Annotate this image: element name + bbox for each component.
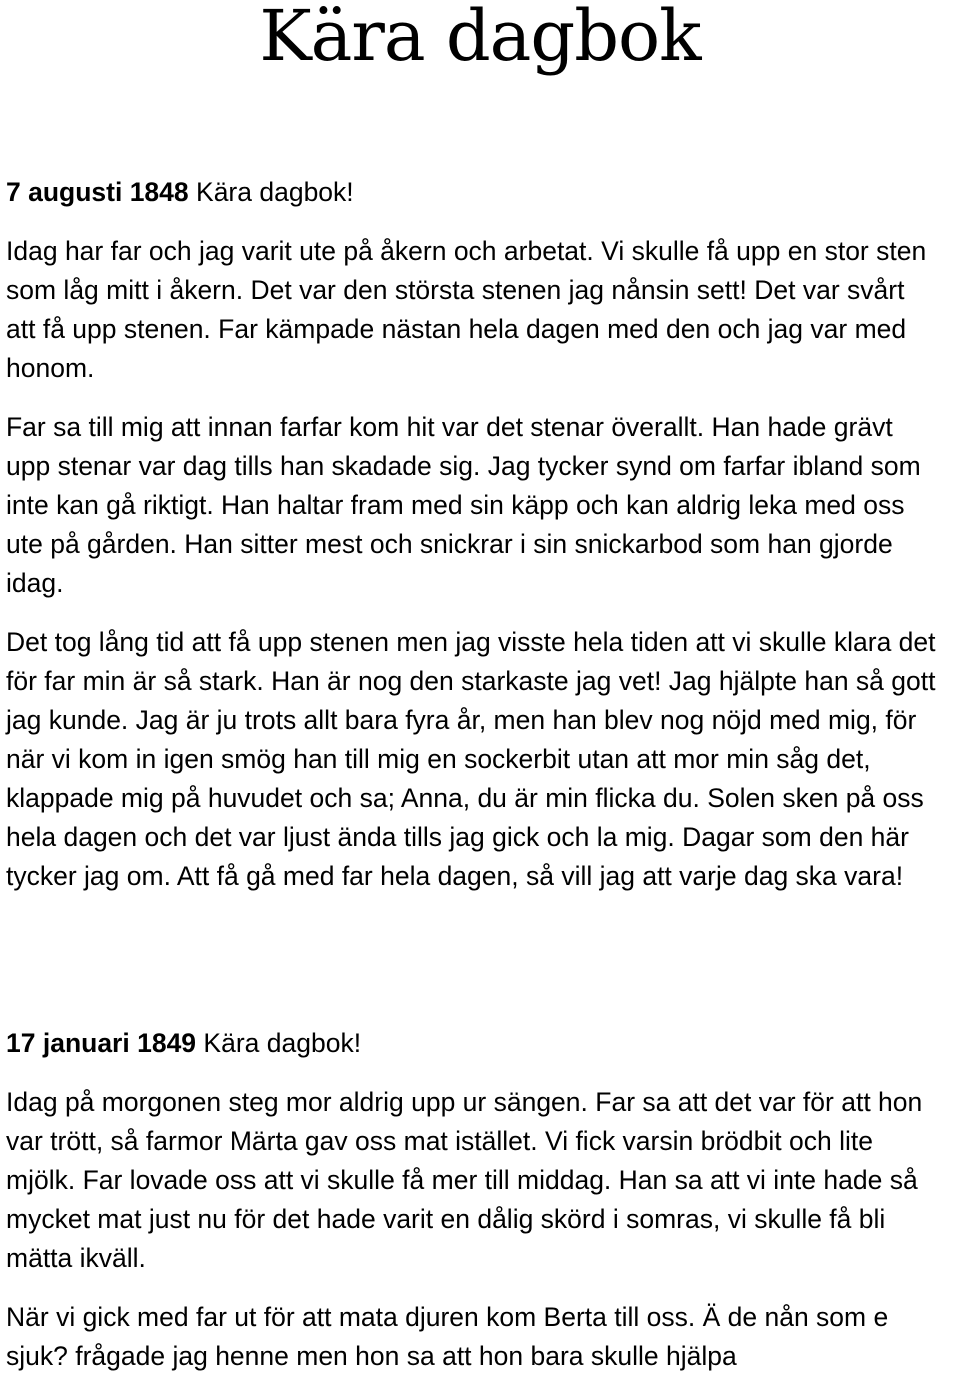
entry-heading bbox=[6, 1024, 960, 1063]
entry-greeting: Kära dagbok! bbox=[203, 1028, 362, 1058]
diary-entry-2 bbox=[6, 1024, 960, 1376]
entry-paragraph: Det tog lång tid att få upp stenen men jag visste hela tiden att vi skulle klara det för far min är så stark. Han är nog den starkaste jag vet! Jag hjälpte han så gott jag kunde. Jag är ju trots allt bara fyra år, men han blev nog nöjd med mig, för när vi kom in igen smög han till mig en sockerbit utan att mor min såg det, klappade mig på huvudet och sa; Anna, du är min flicka du. Solen sken på oss hela dagen och det var ljust ända tills jag gick och la mig. Dagar som den här tycker jag om. Att få gå med far hela dagen, så vill jag att varje dag ska vara! bbox=[6, 627, 936, 891]
entry-paragraph: När vi gick med far ut för att mata djuren kom Berta till oss. Ä de nån som e sjuk? frågade jag henne men hon sa att hon bara skulle hjälpa bbox=[6, 1302, 889, 1371]
entry-date: 17 januari 1849 bbox=[6, 1028, 197, 1058]
entry-paragraph: Idag på morgonen steg mor aldrig upp ur sängen. Far sa att det var för att hon var trött, så farmor Märta gav oss mat istället. Vi fick varsin brödbit och lite mjölk. Far lovade oss att vi skulle få mer till middag. Han sa att vi inte hade så mycket mat just nu för det hade varit en dålig skörd i somras, vi skulle få bli mätta ikväll. bbox=[6, 1087, 923, 1273]
entry-heading bbox=[6, 173, 960, 212]
entry-greeting: Kära dagbok! bbox=[196, 177, 354, 207]
page-title: Kära dagbok bbox=[259, 0, 701, 77]
diary-entry-1 bbox=[6, 173, 960, 896]
diary-page bbox=[6, 0, 960, 1371]
entry-date: 7 augusti 1848 bbox=[6, 177, 189, 207]
entry-paragraph: Idag har far och jag varit ute på åkern och arbetat. Vi skulle få upp en stor sten som låg mitt i åkern. Det var den största stenen jag nånsin sett! Det var svårt att få upp stenen. Far kämpade nästan hela dagen med den och jag var med honom. bbox=[6, 236, 927, 383]
entry-paragraph: Far sa till mig att innan farfar kom hit var det stenar överallt. Han hade grävt upp stenar var dag tills han skadade sig. Jag tycker synd om farfar ibland som inte kan gå riktigt. Han haltar fram med sin käpp och kan aldrig leka med oss ute på gården. Han sitter mest och snickrar i sin snickarbod som han gjorde idag. bbox=[6, 412, 921, 598]
